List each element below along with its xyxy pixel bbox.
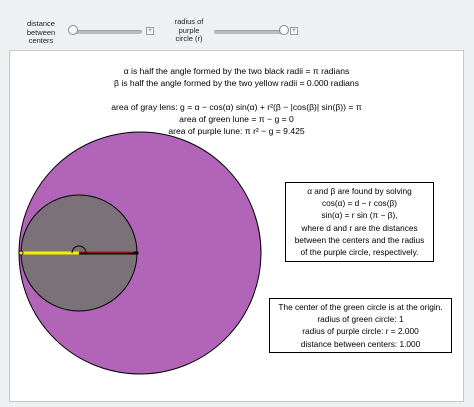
distance-slider-thumb[interactable] xyxy=(68,25,78,35)
info-line: radius of green circle: 1 xyxy=(317,314,404,325)
explanation-line: α and β are found by solving xyxy=(307,186,412,196)
distance-label-line-3: centers xyxy=(28,36,54,45)
right-green-edge-point xyxy=(135,251,138,254)
info-line: distance between centers: 1.000 xyxy=(300,338,421,349)
output-panel xyxy=(9,50,464,402)
explanation-line: of the purple circle, respectively. xyxy=(300,247,419,258)
gray-lens-area: area of gray lens: g = α − cos(α) sin(α) + r²(β − |cos(β)| sin(β)) = π xyxy=(111,102,362,112)
distance-slider-label xyxy=(20,20,62,46)
explanation-line: sin(α) = r sin (π − β), xyxy=(321,210,398,221)
green-lune-area: area of green lune = π − g = 0 xyxy=(179,114,294,124)
info-box xyxy=(269,298,452,353)
radius-label-line-3: circle (r) xyxy=(175,34,203,43)
radius-slider-label xyxy=(168,18,210,44)
radius-slider-thumb[interactable] xyxy=(279,25,289,35)
distance-slider-track[interactable] xyxy=(72,30,142,34)
explanation-line: cos(α) = d − r cos(β) xyxy=(321,198,398,209)
left-intersection-point xyxy=(19,251,23,255)
info-line: radius of purple circle: r = 2.000 xyxy=(302,326,419,337)
radius-label-line-2: purple xyxy=(178,25,200,35)
info-line: The center of the green circle is at the origin. xyxy=(278,302,443,312)
alpha-definition: α is half the angle formed by the two black radii = π radians xyxy=(123,66,350,76)
distance-slider-expand-button[interactable]: + xyxy=(146,27,154,35)
purple-lune-area: area of purple lune: π r² − g = 9.425 xyxy=(168,126,305,136)
explanation-line: between the centers and the radius xyxy=(294,234,425,245)
explanation-line: where d and r are the distances xyxy=(301,222,418,233)
radius-slider-expand-button[interactable]: + xyxy=(290,27,298,35)
distance-label-line-2: between xyxy=(26,27,56,37)
beta-definition: β is half the angle formed by the two yellow radii = 0.000 radians xyxy=(114,78,359,88)
explanation-box xyxy=(285,182,434,262)
radius-slider-track[interactable] xyxy=(214,30,284,34)
radius-label-line-1: radius of xyxy=(174,17,204,26)
distance-label-line-1: distance xyxy=(27,19,55,28)
